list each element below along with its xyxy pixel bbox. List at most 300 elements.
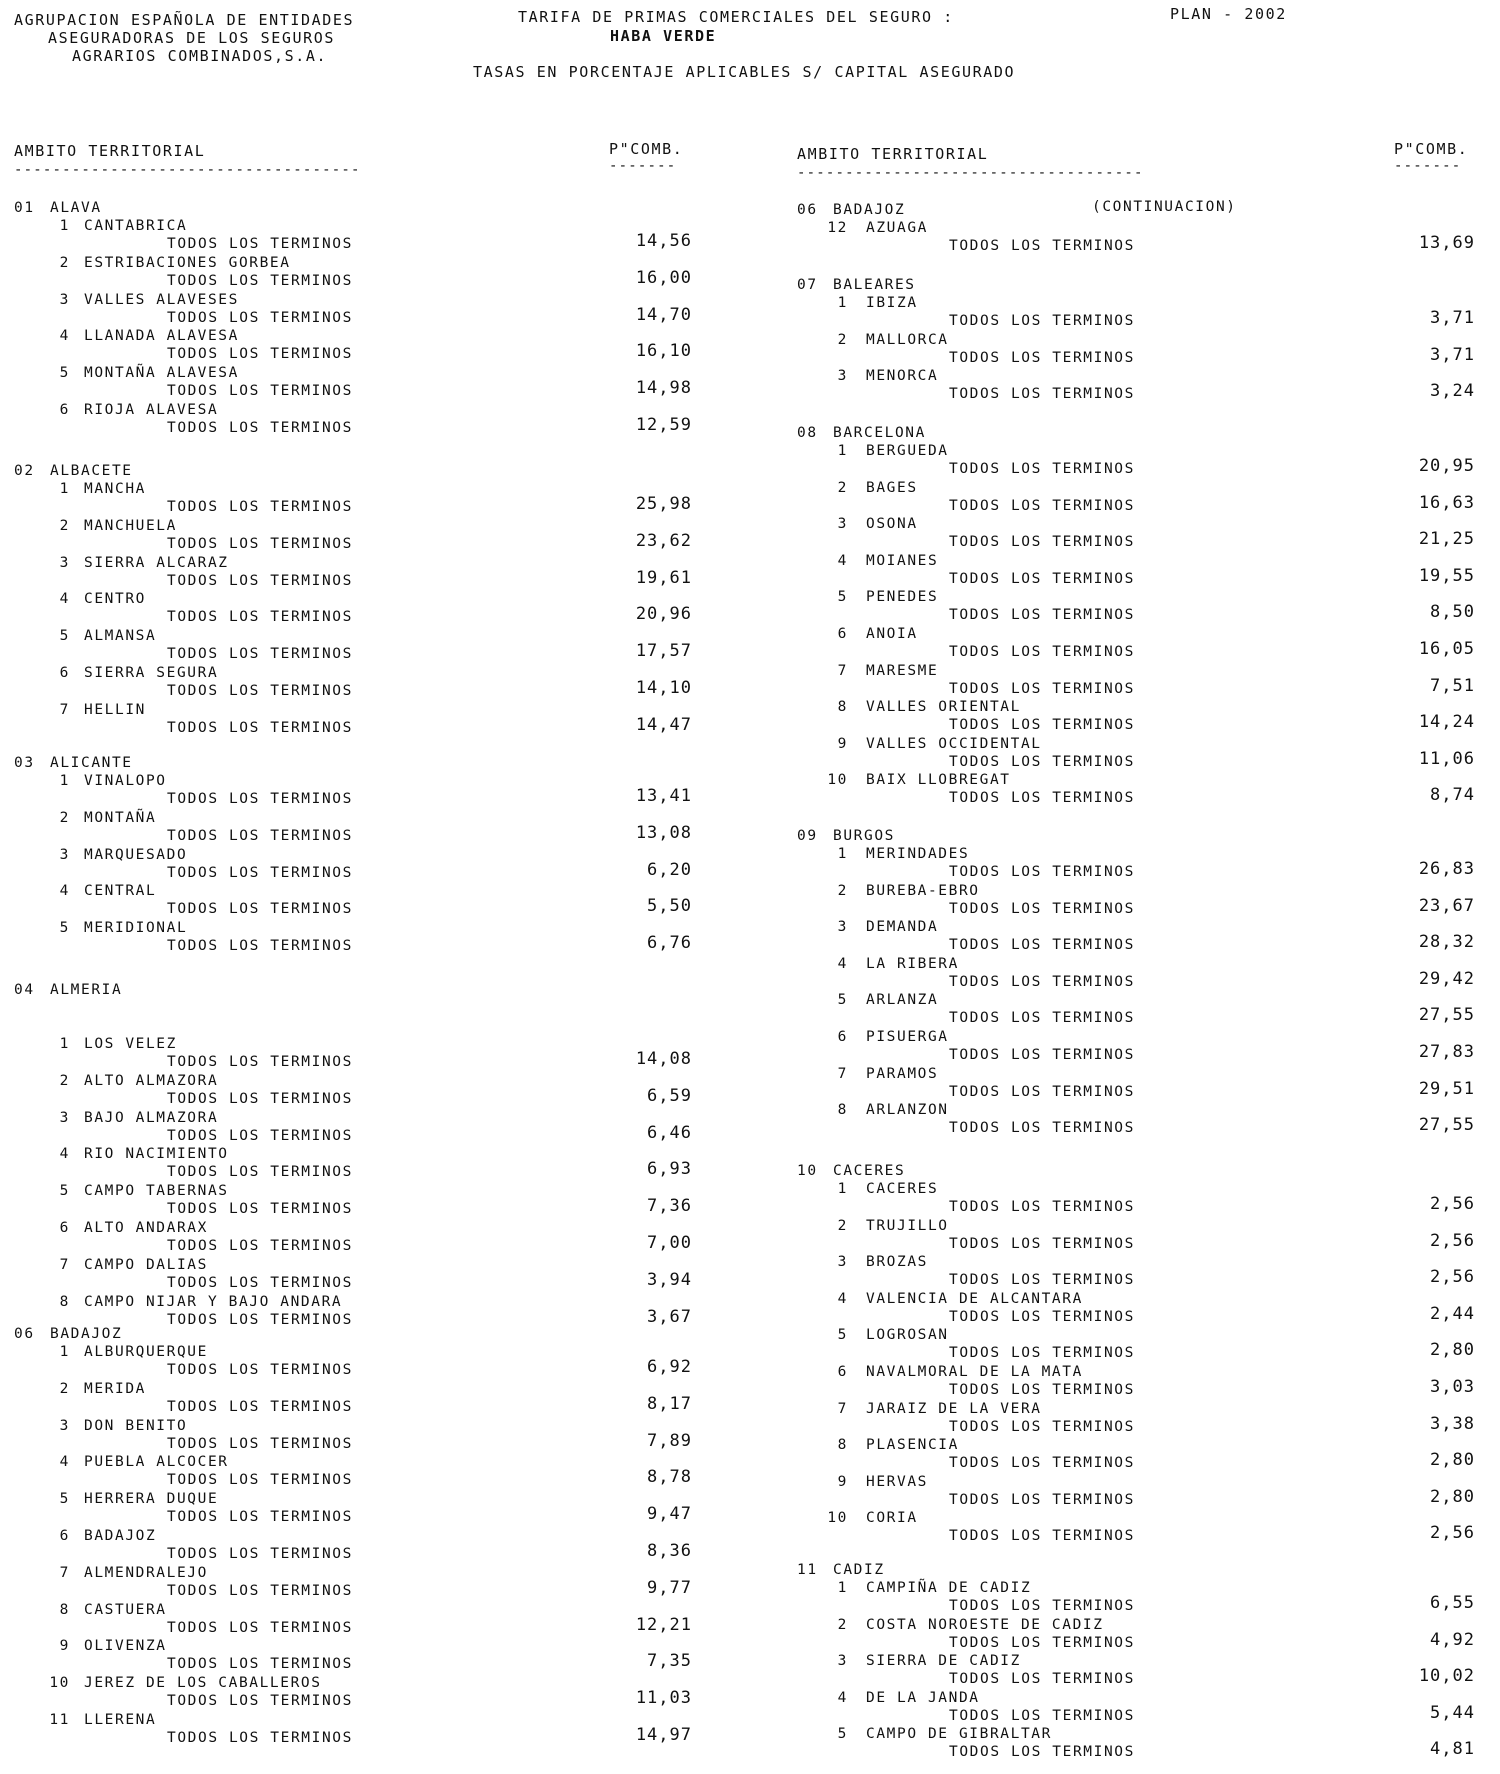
term-label: TODOS LOS TERMINOS xyxy=(949,1120,1135,1137)
comarca-number: 10 xyxy=(49,1675,70,1692)
premium-rate: 6,92 xyxy=(647,1357,692,1377)
comarca-name: HELLIN xyxy=(84,701,146,718)
premium-rate: 23,67 xyxy=(1418,895,1475,916)
comarca-name: AZUAGA xyxy=(866,220,928,236)
term-label: TODOS LOS TERMINOS xyxy=(167,901,353,918)
comarca-number: 5 xyxy=(59,365,70,382)
comarca-number: 10 xyxy=(827,1510,848,1527)
comarca-number: 5 xyxy=(59,628,70,645)
term-label: TODOS LOS TERMINOS xyxy=(167,1201,353,1218)
comarca-name: VALENCIA DE ALCANTARA xyxy=(866,1290,1083,1307)
province-name: ALICANTE xyxy=(50,755,133,771)
premium-rate: 6,59 xyxy=(647,1085,692,1106)
province-code: 08 xyxy=(797,425,818,441)
term-label: TODOS LOS TERMINOS xyxy=(167,1435,353,1452)
comarca-number: 4 xyxy=(837,955,848,972)
term-label: TODOS LOS TERMINOS xyxy=(949,313,1135,329)
comarca-number: 7 xyxy=(59,701,70,718)
premium-rate: 16,00 xyxy=(635,267,692,288)
term-label: TODOS LOS TERMINOS xyxy=(949,386,1135,403)
comarca-number: 8 xyxy=(59,1601,70,1618)
province-name: CACERES xyxy=(833,1163,906,1179)
comarca-name: BAGES xyxy=(866,479,918,496)
premium-rate: 2,56 xyxy=(1430,1194,1475,1214)
premium-rate: 3,03 xyxy=(1430,1377,1475,1397)
comarca-name: ARLANZA xyxy=(866,992,939,1009)
term-label: TODOS LOS TERMINOS xyxy=(167,1274,353,1291)
right-pcomb-header: P"COMB. xyxy=(1394,140,1469,158)
premium-rate: 5,44 xyxy=(1430,1702,1475,1723)
comarca-name: MOIANES xyxy=(866,552,939,569)
term-label: TODOS LOS TERMINOS xyxy=(949,1707,1135,1724)
premium-rate: 23,62 xyxy=(635,530,692,551)
term-label: TODOS LOS TERMINOS xyxy=(949,1235,1135,1252)
comarca-number: 1 xyxy=(837,443,848,459)
comarca-number: 1 xyxy=(837,846,848,862)
term-label: TODOS LOS TERMINOS xyxy=(949,1382,1135,1398)
comarca-name: MANCHA xyxy=(84,481,146,497)
term-label: TODOS LOS TERMINOS xyxy=(167,420,353,436)
term-label: TODOS LOS TERMINOS xyxy=(167,1730,353,1746)
comarca-name: NAVALMORAL DE LA MATA xyxy=(866,1364,1083,1380)
premium-rate: 4,92 xyxy=(1430,1629,1475,1650)
comarca-name: VINALOPO xyxy=(84,773,167,789)
premium-rate: 5,50 xyxy=(647,896,692,917)
comarca-name: JEREZ DE LOS CABALLEROS xyxy=(84,1675,322,1692)
comarca-name: LOGROSAN xyxy=(866,1327,949,1344)
term-label: TODOS LOS TERMINOS xyxy=(167,1693,353,1710)
premium-rate: 2,80 xyxy=(1430,1340,1475,1361)
comarca-name: PLASENCIA xyxy=(866,1437,959,1454)
premium-rate: 3,38 xyxy=(1430,1413,1475,1434)
comarca-name: CORIA xyxy=(866,1510,918,1527)
premium-rate: 27,55 xyxy=(1418,1115,1475,1136)
premium-rate: 12,21 xyxy=(635,1614,692,1635)
comarca-name: OSONA xyxy=(866,516,918,533)
term-label: TODOS LOS TERMINOS xyxy=(949,1308,1135,1325)
term-label: TODOS LOS TERMINOS xyxy=(167,1127,353,1144)
comarca-name: CACERES xyxy=(866,1181,939,1197)
premium-rate: 21,25 xyxy=(1418,529,1475,550)
term-label: TODOS LOS TERMINOS xyxy=(949,790,1135,807)
premium-rate: 19,61 xyxy=(635,567,692,588)
premium-rate: 7,89 xyxy=(647,1430,692,1451)
comarca-name: LOS VELEZ xyxy=(84,1036,177,1052)
premium-rate: 2,56 xyxy=(1430,1267,1475,1288)
comarca-name: PISUERGA xyxy=(866,1029,949,1045)
comarca-number: 7 xyxy=(837,662,848,679)
comarca-number: 2 xyxy=(59,809,70,826)
comarca-name: CAMPO NIJAR Y BAJO ANDARA xyxy=(84,1293,343,1310)
term-label: TODOS LOS TERMINOS xyxy=(949,644,1135,660)
province-code: 02 xyxy=(14,463,35,479)
comarca-number: 5 xyxy=(837,992,848,1009)
premium-rate: 7,51 xyxy=(1430,675,1475,696)
right-ambito-rule: ------------------------------------ xyxy=(797,165,1144,181)
comarca-name: MERINDADES xyxy=(866,846,970,862)
comarca-number: 2 xyxy=(837,1217,848,1234)
comarca-number: 6 xyxy=(837,1364,848,1380)
comarca-number: 4 xyxy=(59,1454,70,1471)
comarca-number: 8 xyxy=(837,1102,848,1119)
province-code: 11 xyxy=(797,1562,818,1578)
comarca-number: 4 xyxy=(59,591,70,608)
premium-rate: 2,44 xyxy=(1430,1303,1475,1324)
term-label: TODOS LOS TERMINOS xyxy=(167,827,353,844)
comarca-name: CAMPO DE GIBRALTAR xyxy=(866,1726,1052,1743)
comarca-name: CANTABRICA xyxy=(84,218,188,234)
premium-rate: 27,55 xyxy=(1418,1005,1475,1026)
premium-rate: 8,17 xyxy=(647,1393,692,1414)
province-name: BADAJOZ xyxy=(50,1326,123,1342)
premium-rate: 29,42 xyxy=(1418,968,1475,989)
comarca-number: 3 xyxy=(59,554,70,571)
term-label: TODOS LOS TERMINOS xyxy=(949,864,1135,880)
province-name: BADAJOZ xyxy=(833,202,906,218)
premium-rate: 14,56 xyxy=(635,231,692,251)
term-label: TODOS LOS TERMINOS xyxy=(167,938,353,955)
term-label: TODOS LOS TERMINOS xyxy=(949,607,1135,624)
comarca-number: 6 xyxy=(59,1220,70,1236)
comarca-name: MALLORCA xyxy=(866,331,949,348)
comarca-number: 3 xyxy=(837,368,848,385)
comarca-name: LLANADA ALAVESA xyxy=(84,328,239,345)
premium-rate: 14,47 xyxy=(635,714,692,735)
comarca-number: 8 xyxy=(59,1293,70,1310)
premium-rate: 13,69 xyxy=(1418,233,1475,253)
comarca-number: 2 xyxy=(59,254,70,271)
comarca-number: 3 xyxy=(59,291,70,308)
comarca-number: 6 xyxy=(837,1029,848,1045)
comarca-number: 6 xyxy=(59,665,70,681)
comarca-name: BAJO ALMAZORA xyxy=(84,1109,219,1126)
comarca-number: 1 xyxy=(59,1036,70,1052)
comarca-name: MARQUESADO xyxy=(84,846,188,863)
comarca-name: CENTRO xyxy=(84,591,146,608)
comarca-number: 3 xyxy=(837,1254,848,1271)
comarca-name: CAMPO DALIAS xyxy=(84,1256,208,1273)
comarca-name: MONTAÑA xyxy=(84,809,157,826)
term-label: TODOS LOS TERMINOS xyxy=(949,1744,1135,1761)
term-label: TODOS LOS TERMINOS xyxy=(167,1362,353,1378)
crop-name: HABA VERDE xyxy=(610,27,717,45)
premium-rate: 26,83 xyxy=(1418,859,1475,879)
document-subtitle: TASAS EN PORCENTAJE APLICABLES S/ CAPITAL ASEGURADO xyxy=(473,63,1016,81)
premium-rate: 13,08 xyxy=(635,822,692,843)
premium-rate: 16,10 xyxy=(635,341,692,362)
term-label: TODOS LOS TERMINOS xyxy=(167,646,353,663)
province-code: 06 xyxy=(14,1326,35,1342)
premium-rate: 9,77 xyxy=(647,1577,692,1598)
comarca-number: 5 xyxy=(837,1327,848,1344)
premium-rate: 11,06 xyxy=(1418,748,1475,769)
comarca-number: 6 xyxy=(59,1528,70,1544)
premium-rate: 2,56 xyxy=(1430,1523,1475,1544)
comarca-number: 8 xyxy=(837,1437,848,1454)
comarca-name: DE LA JANDA xyxy=(866,1689,980,1706)
term-label: TODOS LOS TERMINOS xyxy=(949,534,1135,551)
term-label: TODOS LOS TERMINOS xyxy=(949,238,1135,254)
comarca-number: 3 xyxy=(59,1109,70,1126)
comarca-name: LLERENA xyxy=(84,1712,157,1728)
comarca-number: 2 xyxy=(837,479,848,496)
comarca-name: SIERRA SEGURA xyxy=(84,665,219,681)
province-name: ALMERIA xyxy=(50,982,123,998)
premium-rate: 3,24 xyxy=(1430,381,1475,402)
term-label: TODOS LOS TERMINOS xyxy=(949,1455,1135,1472)
premium-rate: 25,98 xyxy=(635,494,692,514)
premium-rate: 11,03 xyxy=(635,1688,692,1709)
term-label: TODOS LOS TERMINOS xyxy=(167,1398,353,1415)
comarca-name: MARESME xyxy=(866,662,939,679)
term-label: TODOS LOS TERMINOS xyxy=(167,1619,353,1636)
province-name: ALBACETE xyxy=(50,463,133,479)
province-name: BALEARES xyxy=(833,277,916,293)
premium-rate: 3,67 xyxy=(647,1306,692,1327)
right-ambito-header: AMBITO TERRITORIAL xyxy=(797,145,989,163)
premium-rate: 14,08 xyxy=(635,1049,692,1069)
premium-rate: 2,56 xyxy=(1430,1230,1475,1251)
term-label: TODOS LOS TERMINOS xyxy=(949,1528,1135,1545)
comarca-number: 7 xyxy=(59,1564,70,1581)
premium-rate: 7,36 xyxy=(647,1196,692,1217)
comarca-number: 1 xyxy=(59,1344,70,1360)
comarca-name: SIERRA DE CADIZ xyxy=(866,1653,1021,1670)
comarca-name: BERGUEDA xyxy=(866,443,949,459)
comarca-name: VALLES ORIENTAL xyxy=(866,699,1021,716)
left-ambito-header: AMBITO TERRITORIAL xyxy=(14,142,206,160)
comarca-number: 9 xyxy=(837,735,848,752)
comarca-number: 1 xyxy=(837,1181,848,1197)
term-label: TODOS LOS TERMINOS xyxy=(949,461,1135,477)
comarca-name: COSTA NOROESTE DE CADIZ xyxy=(866,1616,1104,1633)
comarca-number: 5 xyxy=(59,1491,70,1508)
term-label: TODOS LOS TERMINOS xyxy=(167,1164,353,1181)
province-name: BARCELONA xyxy=(833,425,926,441)
comarca-name: IBIZA xyxy=(866,295,918,311)
premium-rate: 6,93 xyxy=(647,1159,692,1180)
comarca-number: 4 xyxy=(59,883,70,900)
comarca-name: MENORCA xyxy=(866,368,939,385)
term-label: TODOS LOS TERMINOS xyxy=(949,1418,1135,1435)
comarca-name: VALLES OCCIDENTAL xyxy=(866,735,1042,752)
comarca-name: ARLANZON xyxy=(866,1102,949,1119)
premium-rate: 29,51 xyxy=(1418,1078,1475,1099)
province-code: 07 xyxy=(797,277,818,293)
term-label: TODOS LOS TERMINOS xyxy=(167,535,353,552)
comarca-number: 3 xyxy=(59,846,70,863)
continuation-label: (CONTINUACION) xyxy=(1092,199,1237,215)
term-label: TODOS LOS TERMINOS xyxy=(167,346,353,363)
comarca-number: 12 xyxy=(827,220,848,236)
term-label: TODOS LOS TERMINOS xyxy=(949,973,1135,990)
comarca-number: 2 xyxy=(59,517,70,534)
premium-rate: 14,98 xyxy=(635,378,692,399)
province-name: BURGOS xyxy=(833,828,895,844)
comarca-number: 10 xyxy=(827,772,848,789)
comarca-number: 1 xyxy=(837,1580,848,1596)
comarca-name: CASTUERA xyxy=(84,1601,167,1618)
comarca-number: 3 xyxy=(59,1417,70,1434)
term-label: TODOS LOS TERMINOS xyxy=(167,609,353,626)
left-pcomb-header: P"COMB. xyxy=(609,140,684,158)
comarca-name: BUREBA-EBRO xyxy=(866,882,980,899)
comarca-number: 5 xyxy=(59,1183,70,1200)
premium-rate: 7,00 xyxy=(647,1233,692,1253)
premium-rate: 16,63 xyxy=(1418,492,1475,513)
comarca-name: CAMPO TABERNAS xyxy=(84,1183,229,1200)
term-label: TODOS LOS TERMINOS xyxy=(949,1345,1135,1362)
comarca-number: 2 xyxy=(837,331,848,348)
comarca-name: BROZAS xyxy=(866,1254,928,1271)
term-label: TODOS LOS TERMINOS xyxy=(949,1010,1135,1027)
term-label: TODOS LOS TERMINOS xyxy=(167,1509,353,1526)
comarca-name: CENTRAL xyxy=(84,883,157,900)
organization-name-line-2: ASEGURADORAS DE LOS SEGUROS xyxy=(48,29,336,47)
comarca-name: BADAJOZ xyxy=(84,1528,157,1544)
comarca-name: VALLES ALAVESES xyxy=(84,291,239,308)
term-label: TODOS LOS TERMINOS xyxy=(167,572,353,589)
province-code: 06 xyxy=(797,202,818,218)
province-name: ALAVA xyxy=(50,200,102,216)
comarca-number: 7 xyxy=(837,1400,848,1417)
term-label: TODOS LOS TERMINOS xyxy=(949,497,1135,514)
comarca-number: 4 xyxy=(837,1290,848,1307)
term-label: TODOS LOS TERMINOS xyxy=(167,1582,353,1599)
premium-rate: 7,35 xyxy=(647,1651,692,1672)
comarca-number: 7 xyxy=(837,1065,848,1082)
term-label: TODOS LOS TERMINOS xyxy=(949,1598,1135,1614)
comarca-name: HERVAS xyxy=(866,1473,928,1490)
term-label: TODOS LOS TERMINOS xyxy=(167,272,353,289)
comarca-name: MONTAÑA ALAVESA xyxy=(84,365,239,382)
premium-rate: 16,05 xyxy=(1418,639,1475,659)
comarca-number: 1 xyxy=(59,218,70,234)
comarca-name: PARAMOS xyxy=(866,1065,939,1082)
term-label: TODOS LOS TERMINOS xyxy=(167,1656,353,1673)
term-label: TODOS LOS TERMINOS xyxy=(167,719,353,736)
comarca-name: MANCHUELA xyxy=(84,517,177,534)
term-label: TODOS LOS TERMINOS xyxy=(949,1083,1135,1100)
term-label: TODOS LOS TERMINOS xyxy=(167,1546,353,1562)
premium-rate: 27,83 xyxy=(1418,1042,1475,1062)
term-label: TODOS LOS TERMINOS xyxy=(167,864,353,881)
comarca-number: 6 xyxy=(59,402,70,418)
term-label: TODOS LOS TERMINOS xyxy=(167,1090,353,1107)
premium-rate: 19,55 xyxy=(1418,565,1475,586)
premium-rate: 4,81 xyxy=(1430,1739,1475,1760)
premium-rate: 13,41 xyxy=(635,786,692,806)
premium-rate: 14,70 xyxy=(635,304,692,325)
comarca-name: ALMENDRALEJO xyxy=(84,1564,208,1581)
comarca-name: DEMANDA xyxy=(866,919,939,936)
premium-rate: 14,24 xyxy=(1418,712,1475,733)
term-label: TODOS LOS TERMINOS xyxy=(949,680,1135,697)
comarca-number: 3 xyxy=(837,516,848,533)
comarca-number: 2 xyxy=(59,1072,70,1089)
organization-name-line-1: AGRUPACION ESPAÑOLA DE ENTIDADES xyxy=(14,11,355,29)
comarca-number: 5 xyxy=(59,920,70,937)
comarca-number: 4 xyxy=(837,552,848,569)
term-label: TODOS LOS TERMINOS xyxy=(949,1272,1135,1289)
comarca-name: ESTRIBACIONES GORBEA xyxy=(84,254,291,271)
comarca-name: DON BENITO xyxy=(84,1417,188,1434)
term-label: TODOS LOS TERMINOS xyxy=(167,1311,353,1328)
premium-rate: 8,50 xyxy=(1430,602,1475,623)
premium-rate: 3,71 xyxy=(1430,344,1475,365)
comarca-name: CAMPIÑA DE CADIZ xyxy=(866,1580,1032,1596)
term-label: TODOS LOS TERMINOS xyxy=(949,349,1135,366)
comarca-name: ALBURQUERQUE xyxy=(84,1344,208,1360)
comarca-number: 1 xyxy=(59,481,70,497)
comarca-name: TRUJILLO xyxy=(866,1217,949,1234)
province-code: 03 xyxy=(14,755,35,771)
comarca-name: ANOIA xyxy=(866,626,918,642)
comarca-name: LA RIBERA xyxy=(866,955,959,972)
comarca-name: ALTO ALMAZORA xyxy=(84,1072,219,1089)
comarca-name: BAIX LLOBREGAT xyxy=(866,772,1011,789)
comarca-name: MERIDIONAL xyxy=(84,920,188,937)
premium-rate: 2,80 xyxy=(1430,1486,1475,1507)
term-label: TODOS LOS TERMINOS xyxy=(949,1491,1135,1508)
comarca-number: 4 xyxy=(837,1689,848,1706)
comarca-number: 8 xyxy=(837,699,848,716)
comarca-name: OLIVENZA xyxy=(84,1638,167,1655)
comarca-number: 2 xyxy=(837,882,848,899)
term-label: TODOS LOS TERMINOS xyxy=(949,1671,1135,1688)
premium-rate: 20,96 xyxy=(635,604,692,625)
province-name: CADIZ xyxy=(833,1562,885,1578)
premium-rate: 17,57 xyxy=(635,641,692,662)
comarca-name: HERRERA DUQUE xyxy=(84,1491,219,1508)
premium-rate: 10,02 xyxy=(1418,1666,1475,1687)
comarca-name: PENEDES xyxy=(866,589,939,606)
term-label: TODOS LOS TERMINOS xyxy=(167,236,353,252)
comarca-number: 6 xyxy=(837,626,848,642)
comarca-name: RIO NACIMIENTO xyxy=(84,1146,229,1163)
left-ambito-rule: ------------------------------------ xyxy=(14,162,361,178)
comarca-number: 1 xyxy=(59,773,70,789)
term-label: TODOS LOS TERMINOS xyxy=(167,309,353,326)
comarca-number: 2 xyxy=(59,1380,70,1397)
term-label: TODOS LOS TERMINOS xyxy=(949,1634,1135,1651)
comarca-number: 7 xyxy=(59,1256,70,1273)
province-code: 04 xyxy=(14,982,35,998)
premium-rate: 6,76 xyxy=(647,933,692,954)
term-label: TODOS LOS TERMINOS xyxy=(167,683,353,699)
term-label: TODOS LOS TERMINOS xyxy=(949,1047,1135,1063)
plan-year: PLAN - 2002 xyxy=(1170,5,1287,23)
premium-rate: 8,36 xyxy=(647,1541,692,1561)
premium-rate: 6,46 xyxy=(647,1122,692,1143)
premium-rate: 6,55 xyxy=(1430,1593,1475,1613)
premium-rate: 12,59 xyxy=(635,415,692,435)
premium-rate: 14,97 xyxy=(635,1725,692,1745)
right-pcomb-rule: ------- xyxy=(1394,158,1462,174)
premium-rate: 28,32 xyxy=(1418,932,1475,953)
comarca-name: ALTO ANDARAX xyxy=(84,1220,208,1236)
comarca-number: 5 xyxy=(837,1726,848,1743)
comarca-number: 9 xyxy=(837,1473,848,1490)
comarca-number: 5 xyxy=(837,589,848,606)
comarca-name: JARAIZ DE LA VERA xyxy=(866,1400,1042,1417)
left-pcomb-rule: ------- xyxy=(609,158,677,174)
province-code: 09 xyxy=(797,828,818,844)
premium-rate: 20,95 xyxy=(1418,456,1475,476)
term-label: TODOS LOS TERMINOS xyxy=(167,383,353,400)
premium-rate: 2,80 xyxy=(1430,1450,1475,1471)
term-label: TODOS LOS TERMINOS xyxy=(949,570,1135,587)
